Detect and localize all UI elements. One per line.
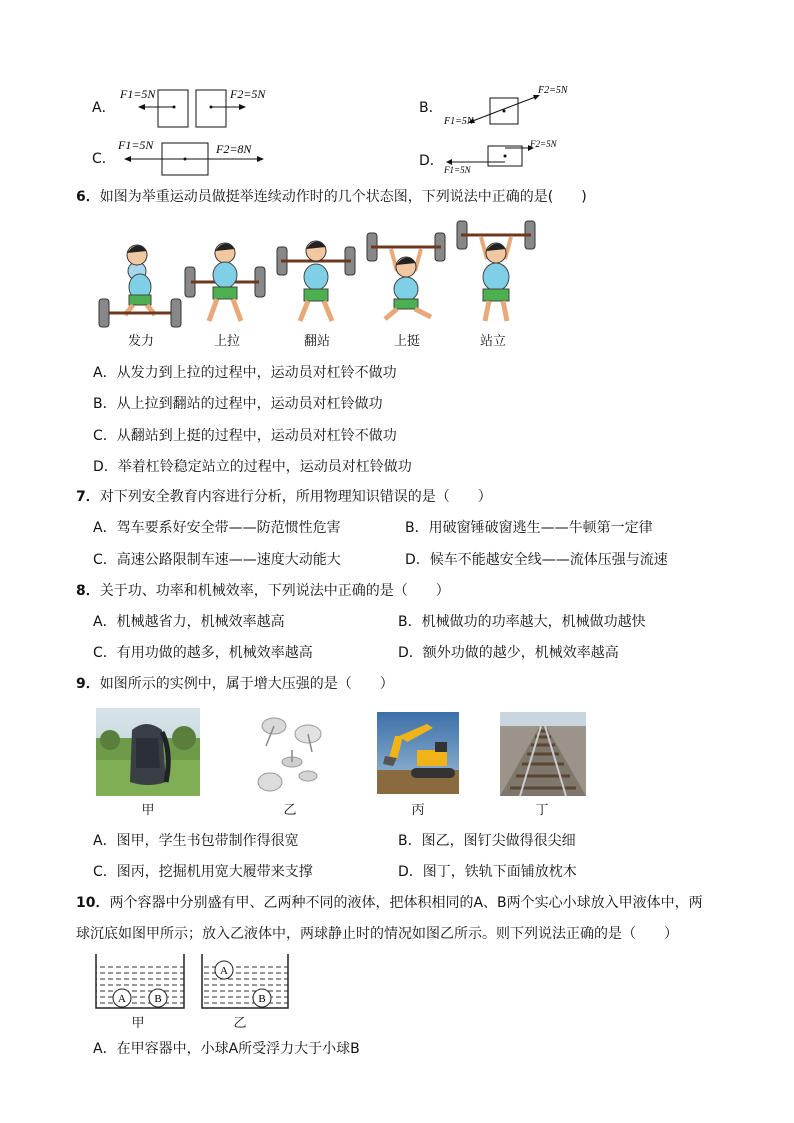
- question-text: 对下列安全教育内容进行分析，所用物理知识错误的是（ ）: [99, 489, 492, 505]
- excavator-photo: [377, 712, 459, 794]
- container-yi: [202, 954, 288, 1008]
- caption-fali: 发力: [127, 334, 154, 349]
- q9-option-b: B．图乙，图钉尖做得很尖细: [398, 833, 576, 849]
- q8-option-b: B．机械做功的功率越大，机械做功越快: [398, 614, 646, 630]
- ball-a-label: A: [220, 965, 228, 977]
- caption-zhanli: 站立: [479, 334, 506, 349]
- force-diagram-d: [440, 138, 570, 178]
- q9-option-c: C．图丙，挖掘机用宽大履带来支撑: [93, 864, 313, 880]
- q6-stem: [76, 188, 587, 206]
- thumbtack-photo: [250, 712, 330, 794]
- figure-zhanli: [457, 221, 535, 321]
- backpack-photo: [96, 708, 200, 796]
- caption-yi: 乙: [283, 803, 297, 818]
- figure-shangla: [185, 243, 265, 321]
- force-label-f1: F1=5N: [444, 165, 471, 175]
- railway-photo: [500, 712, 586, 796]
- force-label-f2: F2=5N: [538, 85, 568, 96]
- caption-jia: 甲: [141, 803, 155, 818]
- force-label-f1: F1=5N: [444, 116, 474, 127]
- option-label: D．: [419, 153, 444, 169]
- container-jia: [96, 954, 184, 1008]
- question-number: 10．: [76, 895, 110, 911]
- figure-fali: [99, 245, 181, 327]
- weightlifting-figures: [95, 215, 555, 330]
- q8-option-d: D．额外功做的越少，机械效率越高: [398, 645, 619, 661]
- force-label-f1: F1=5N: [118, 138, 154, 152]
- q10-stem-line2: 球沉底如图甲所示；放入乙液体中，两球静止时的情况如图乙所示。则下列说法正确的是（ ）: [76, 926, 678, 942]
- force-diagram-a: [112, 84, 282, 132]
- q9-option-a: A．图甲，学生书包带制作得很宽: [93, 833, 299, 849]
- caption-ding: 丁: [535, 803, 549, 818]
- caption-shangting: 上挺: [393, 334, 420, 349]
- q6-option-b: B．从上拉到翻站的过程中，运动员对杠铃做功: [93, 396, 383, 412]
- q7-option-c: C．高速公路限制车速——速度大动能大: [93, 552, 341, 568]
- ball-b-label: B: [258, 993, 266, 1005]
- q6-option-d: D．举着杠铃稳定站立的过程中，运动员对杠铃做功: [93, 459, 412, 475]
- option-label: B．: [419, 100, 443, 116]
- q6-option-a: A．从发力到上拉的过程中，运动员对杠铃不做功: [93, 365, 397, 381]
- q9-stem: [76, 675, 394, 693]
- figure-shangting: [367, 233, 445, 319]
- question-text: 关于功、功率和机械效率，下列说法中正确的是（ ）: [99, 583, 450, 599]
- q7-stem: [76, 488, 492, 506]
- force-label-f1: F1=5N: [120, 87, 156, 101]
- caption-shangla: 上拉: [213, 334, 240, 349]
- q10-stem-line1: [76, 894, 703, 912]
- q7-option-a: A．驾车要系好安全带——防范惯性危害: [93, 520, 341, 536]
- question-number: 8．: [76, 583, 100, 599]
- q7-option-d: D．候车不能越安全线——流体压强与流速: [405, 552, 668, 568]
- question-text: 两个容器中分别盛有甲、乙两种不同的液体，把体积相同的A、B两个实心小球放入甲液体中，两: [109, 895, 703, 911]
- caption-bing: 丙: [411, 803, 425, 818]
- ball-a-label: A: [118, 993, 126, 1005]
- caption-container-jia: 甲: [131, 1016, 145, 1031]
- question-number: 7．: [76, 489, 100, 505]
- force-label-f2: F2=5N: [530, 139, 557, 149]
- q6-option-c: C．从翻站到上挺的过程中，运动员对杠铃不做功: [93, 428, 397, 444]
- question-text: 如图为举重运动员做挺举连续动作时的几个状态图，下列说法中正确的是( ): [99, 189, 587, 205]
- container-diagrams: [92, 952, 292, 1012]
- figure-fanzhan: [277, 241, 355, 321]
- force-diagram-c: [112, 135, 302, 177]
- caption-fanzhan: 翻站: [303, 334, 330, 349]
- ball-b-label: B: [154, 993, 162, 1005]
- question-number: 9．: [76, 676, 100, 692]
- q9-option-d: D．图丁，铁轨下面铺放枕木: [398, 864, 577, 880]
- q8-option-c: C．有用功做的越多，机械效率越高: [93, 645, 313, 661]
- caption-container-yi: 乙: [233, 1016, 247, 1031]
- force-label-f2: F2=5N: [230, 87, 266, 101]
- q10-option-a: A．在甲容器中，小球A所受浮力大于小球B: [93, 1041, 360, 1057]
- force-diagram-b: [440, 82, 570, 130]
- question-number: 6．: [76, 189, 100, 205]
- q8-stem: [76, 582, 450, 600]
- force-label-f2: F2=8N: [216, 142, 252, 156]
- q8-option-a: A．机械越省力，机械效率越高: [93, 614, 285, 630]
- option-label: C．: [92, 151, 116, 167]
- option-label: A．: [92, 100, 116, 116]
- question-text: 如图所示的实例中，属于增大压强的是（ ）: [99, 676, 394, 692]
- q7-option-b: B．用破窗锤破窗逃生——牛顿第一定律: [405, 520, 653, 536]
